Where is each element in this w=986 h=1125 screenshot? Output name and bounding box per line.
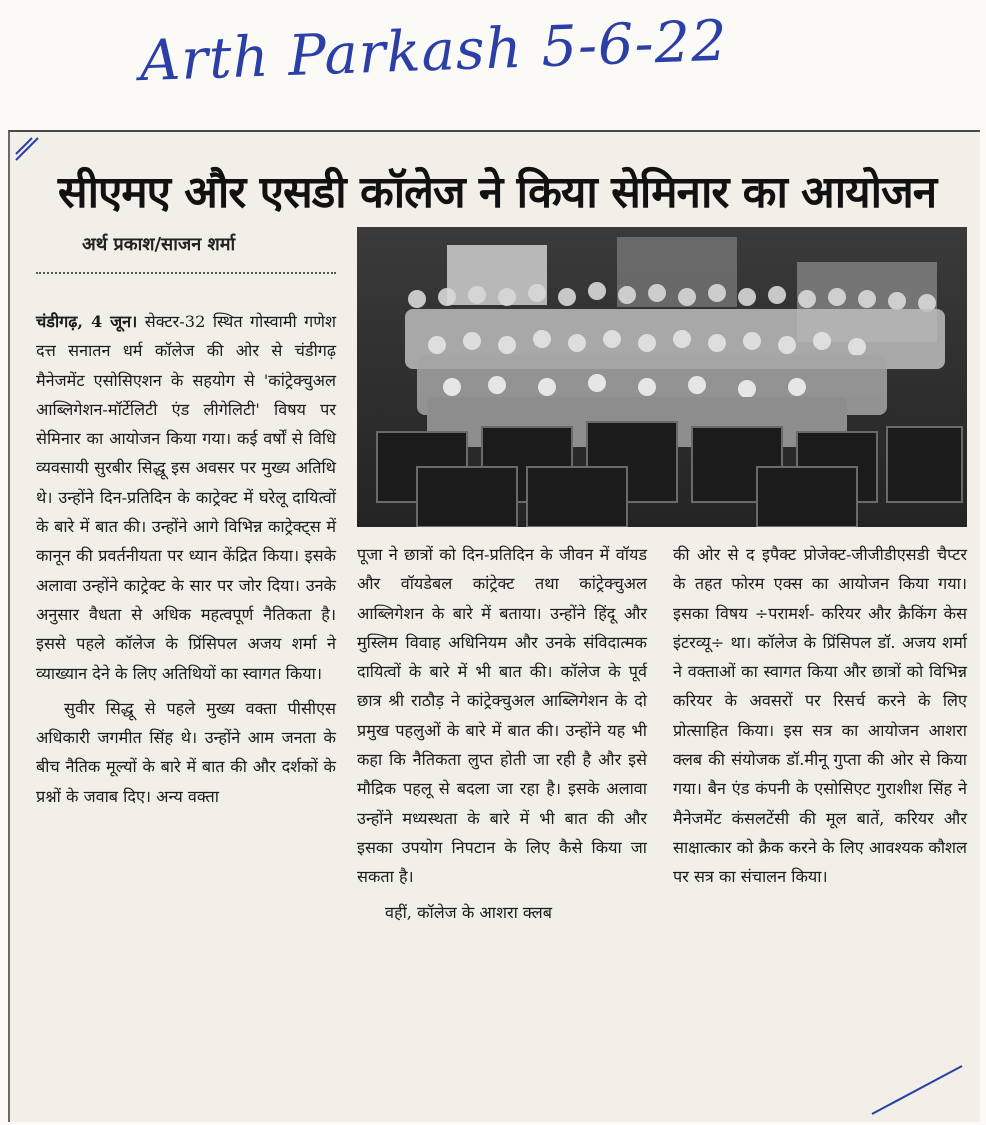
article-headline: सीएमए और एसडी कॉलेज ने किया सेमिनार का आयोजन (57, 167, 937, 218)
newspaper-clipping (8, 130, 980, 1122)
article-column-3 (673, 540, 967, 892)
article-paragraph: की ओर से द इपैक्ट प्रोजेक्ट-जीजीडीएसडी चैप्टर के तहत फोरम एक्स का आयोजन किया गया। इसका विषय ÷परामर्श- करियर और क्रैकिंग केस इंटरव्यू÷ था। कॉलेज के प्रिंसिपल डॉ. अजय शर्मा ने वक्ताओं का स्वागत किया और छात्रों को विभिन्न करियर के अवसरों पर रिसर्च करने के लिए प्रोत्साहित किया। इस सत्र का आयोजन आशरा क्लब की संयोजक डॉ.मीनू गुप्ता की ओर से किया गया। बैन एंड कंपनी के एसोसिएट गुराशीश सिंह ने मैनेजमेंट कंसलटेंसी की मूल बातें, करियर और साक्षात्कार को क्रैक करने के लिए आवश्यक कौशल पर सत्र का संचालन किया। (673, 545, 967, 887)
corner-mark-icon (14, 136, 40, 162)
corner-mark-icon (862, 1058, 972, 1118)
article-paragraph: वहीं, कॉलेज के आशरा क्लब (385, 902, 552, 922)
article-paragraph: पूजा ने छात्रों को दिन-प्रतिदिन के जीवन में वॉयड और वॉयडेबल कांट्रेक्ट तथा कांट्रेक्चुअल आब्लिगेशन के बारे में बताया। उन्होंने हिंदू और मुस्लिम विवाह अधिनियम और उनके संविदात्मक दायित्वों के बारे में भी बात की। कॉलेज के पूर्व छात्र श्री राठौड़ ने कांट्रेक्चुअल आब्लिगेशन के दो प्रमुख पहलुओं के बारे में बात की। उन्होंने यह भी कहा कि नैतिकता लुप्त होती जा रही है और इसे मौद्रिक पहलू से बदला जा रहा है। इसके अलावा उन्होंने मध्यस्थता के बारे में भी बात की और इसका उपयोग निपटान के लिए कैसे किया जा सकता है। (357, 545, 647, 887)
handwritten-source-date-note: Arth Parkash 5-6-22 (138, 8, 729, 95)
article-column-1 (36, 307, 336, 811)
byline-divider (36, 272, 336, 274)
article-paragraph: सुवीर सिद्धू से पहले मुख्य वक्ता पीसीएस अधिकारी जगमीत सिंह थे। उन्होंने आम जनता के बीच नैतिक मूल्यों के बारे में बात की और दर्शकों के प्रश्नों के जवाब दिए। अन्य वक्ता (36, 698, 336, 806)
group-photo-illustration (357, 227, 967, 527)
article-byline: अर्थ प्रकाश/साजन शर्मा (82, 234, 236, 255)
seminar-group-photo (357, 227, 967, 527)
article-text: सेक्टर-32 स्थित गोस्वामी गणेश दत्त सनातन धर्म कॉलेज की ओर से चंडीगढ़ मैनेजमेंट एसोसिएशन के सहयोग से 'कांट्रेक्चुअल आब्लिगेशन-मॉर्टेलिटी एंड लीगेलिटी' विषय पर सेमिनार का आयोजन किया गया। कई वर्षों से विधि व्यवसायी सुरबीर सिद्धू इस अवसर पर मुख्य अतिथि थे। उन्होंने दिन-प्रतिदिन के काट्रेक्ट में घरेलू दायित्वों के बारे में बात की। उन्होंने आगे विभिन्न काट्रेक्ट्स में कानून की प्रवर्तनीयता पर ध्यान केंद्रित किया। इसके अलावा उन्होंने काट्रेक्ट के सार पर जोर दिया। उनके अनुसार वैधता से अधिक महत्वपूर्ण नैतिकता है। इससे पहले कॉलेज के प्रिंसिपल अजय शर्मा ने व्याख्यान देने के लिए अतिथियों का स्वागत किया। (36, 312, 336, 683)
article-paragraph (36, 307, 336, 688)
article-dateline: चंडीगढ़, 4 जून। (36, 312, 138, 331)
article-column-2 (357, 540, 647, 927)
